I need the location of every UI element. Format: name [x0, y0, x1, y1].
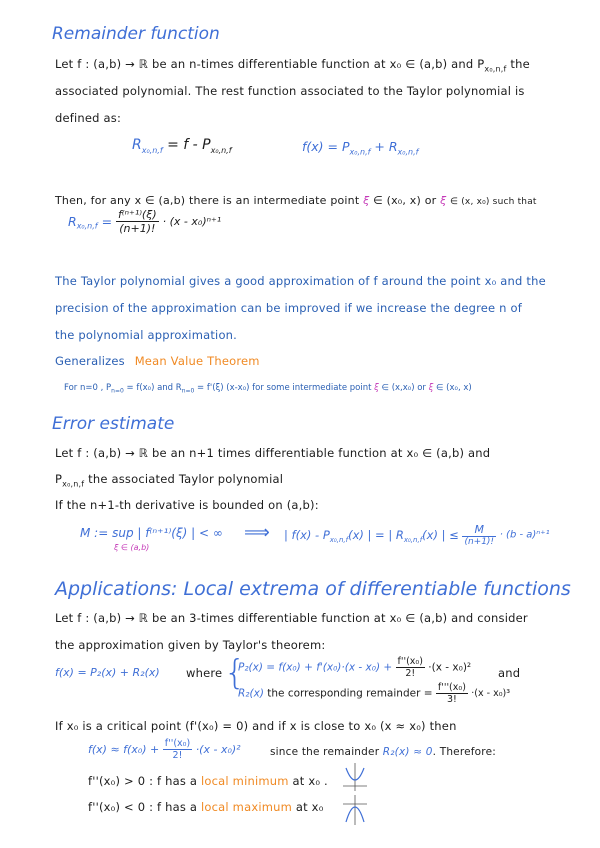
r2-num: f'''(x₀): [437, 682, 466, 693]
since-a: since the remainder: [270, 746, 380, 758]
mean-value-theorem-link[interactable]: Mean Value Theorem: [134, 354, 260, 368]
minimum-sketch-icon: [342, 762, 368, 792]
lagrange-left: R: [68, 214, 77, 229]
quadratic-approx: [88, 738, 241, 761]
mvt-f: ∈ (x,x₀) or: [381, 383, 426, 393]
r2-b: the corresponding remainder =: [263, 687, 433, 700]
remainder-intro-line2: associated polynomial. The rest function associated to the Taylor polynomial is: [55, 84, 525, 98]
mvt-a: For n=0 , P: [64, 383, 112, 393]
r2-a: R₂(x): [238, 687, 264, 700]
bound-sub2: x₀,n,f: [403, 535, 423, 544]
then-b: ∈ (x₀, x) or: [373, 194, 437, 207]
identity-sub1: x₀,n,f: [349, 147, 371, 157]
good-approx-line3: the polynomial approximation.: [55, 328, 238, 342]
remainder-intro-line3: defined as:: [55, 111, 122, 125]
intro-text: Let f : (a,b) → ℝ be an n-times differentiable function at x₀ ∈ (a,b) and P: [55, 57, 485, 71]
error-bound-formula: [284, 523, 550, 547]
sup-subscript: ξ ∈ (a,b): [114, 543, 150, 552]
bound-c: (x) | ≤: [422, 528, 459, 542]
good-approx-line2: precision of the approximation can be improved if we increase the degree n of: [55, 301, 523, 315]
then-a: Then, for any x ∈ (a,b) there is an intermediate point: [55, 194, 360, 207]
min-a: f''(x₀) > 0 : f has a: [88, 774, 198, 788]
intro-end: the: [506, 57, 530, 71]
def-mid: = f - P: [162, 137, 211, 153]
local-minimum-link[interactable]: local minimum: [201, 774, 289, 788]
err-p: P: [55, 472, 63, 486]
max-a: f''(x₀) < 0 : f has a: [88, 800, 198, 814]
bound-fraction: [462, 523, 496, 547]
p2-num: f''(x₀): [397, 656, 423, 667]
xi-symbol: ξ: [440, 194, 447, 207]
r2-fraction: [436, 682, 468, 705]
identity-a: f(x) = P: [302, 139, 350, 154]
identity-b: + R: [370, 139, 398, 154]
where-word: where: [186, 666, 223, 680]
bound-den: (n+1)!: [464, 537, 495, 547]
remainder-intro-line1: [55, 57, 530, 73]
lagrange-eq: =: [97, 214, 113, 229]
p2-formula: [238, 656, 471, 679]
mean-value-note: [64, 383, 472, 395]
mvt-g: ∈ (x₀, x): [436, 383, 472, 393]
maximum-sketch-icon: [342, 794, 368, 826]
approx-num: f''(x₀): [164, 738, 191, 749]
good-approx-line1: The Taylor polynomial gives a good approximation of f around the point x₀ and the: [55, 274, 546, 288]
generalizes-label: Generalizes: [55, 354, 125, 368]
bound-num: M: [462, 523, 496, 537]
mvt-b: n=0: [111, 387, 124, 395]
bound-tail: · (b - a)ⁿ⁺¹: [499, 529, 550, 541]
identity-sub2: x₀,n,f: [397, 147, 419, 157]
bound-sub1: x₀,n,f: [329, 535, 349, 544]
app-line2: the approximation given by Taylor's theorem:: [55, 638, 326, 652]
remainder-definition: [132, 137, 232, 155]
mvt-c: = f(x₀) and R: [123, 383, 182, 393]
since-remainder-line: [270, 746, 496, 758]
def-left: R: [132, 137, 142, 153]
approx-den: 2!: [172, 750, 183, 761]
since-b: R₂(x) ≈ 0: [382, 746, 433, 758]
lagrange-num: f⁽ⁿ⁺¹⁾(ξ): [118, 208, 157, 221]
lagrange-tail: · (x - x₀)ⁿ⁺¹: [162, 215, 222, 228]
error-line1: Let f : (a,b) → ℝ be an n+1 times differentiable function at x₀ ∈ (a,b) and: [55, 446, 491, 460]
left-brace: {: [224, 653, 246, 693]
bound-a: | f(x) - P: [284, 528, 330, 542]
r2-tail: ·(x - x₀)³: [471, 688, 511, 699]
remainder-identity: [302, 139, 418, 157]
critical-point-line: If x₀ is a critical point (f'(x₀) = 0) and if x is close to x₀ (x ≈ x₀) then: [55, 719, 457, 733]
error-line2: [55, 472, 283, 488]
local-maximum-link[interactable]: local maximum: [201, 800, 293, 814]
p2-fraction: [396, 656, 425, 679]
def-left-sub: x₀,n,f: [141, 145, 163, 155]
p2-den: 2!: [405, 668, 416, 679]
xi-symbol: ξ: [363, 194, 370, 207]
xi-symbol: ξ: [428, 383, 434, 393]
section-title-remainder: Remainder function: [52, 24, 220, 44]
section-title-error: Error estimate: [52, 414, 175, 434]
lagrange-left-sub: x₀,n,f: [76, 221, 98, 231]
p2-a: P₂(x) = f(x₀) + f'(x₀)·(x - x₀) +: [238, 661, 393, 674]
r2-formula: [238, 682, 510, 705]
xi-symbol: ξ: [374, 383, 379, 393]
p2-tail: ·(x - x₀)²: [428, 661, 472, 674]
implies-arrow: ⟹: [244, 522, 270, 543]
approx-tail: ·(x - x₀)²: [195, 743, 241, 756]
approx-fraction: [163, 738, 192, 761]
lagrange-fraction: [116, 208, 159, 235]
def-mid-sub: x₀,n,f: [210, 145, 232, 155]
bound-b: (x) | = | R: [348, 528, 404, 542]
min-b: at x₀ .: [288, 774, 328, 788]
generalizes-line: [55, 354, 260, 368]
taylor-split: f(x) = P₂(x) + R₂(x): [55, 666, 160, 679]
since-c: . Therefore:: [432, 746, 496, 758]
error-line3: If the n+1-th derivative is bounded on (a,b):: [55, 498, 319, 512]
then-c: ∈ (x, x₀) such that: [450, 197, 537, 207]
lagrange-den: (n+1)!: [119, 222, 156, 235]
app-line1: Let f : (a,b) → ℝ be an 3-times differentiable function at x₀ ∈ (a,b) and consider: [55, 611, 528, 625]
max-b: at x₀: [292, 800, 324, 814]
approx-a: f(x) ≈ f(x₀) +: [88, 743, 160, 756]
r2-den: 3!: [446, 694, 457, 705]
local-maximum-line: [88, 800, 324, 814]
and-word: and: [498, 666, 521, 680]
local-minimum-line: [88, 774, 328, 788]
err-p-sub: x₀,n,f: [62, 479, 85, 489]
section-title-applications: Applications: Local extrema of differentiable functions: [55, 578, 571, 600]
sup-definition: M := sup | f⁽ⁿ⁺¹⁾(ξ) | < ∞: [80, 526, 223, 540]
err-line2-rest: the associated Taylor polynomial: [84, 472, 284, 486]
intro-sub: x₀,n,f: [484, 64, 507, 74]
mvt-e: = f'(ξ) (x-x₀) for some intermediate point: [194, 383, 372, 393]
intermediate-point-line: [55, 194, 537, 207]
mvt-d: n=0: [181, 387, 195, 395]
lagrange-remainder-formula: [68, 208, 221, 235]
